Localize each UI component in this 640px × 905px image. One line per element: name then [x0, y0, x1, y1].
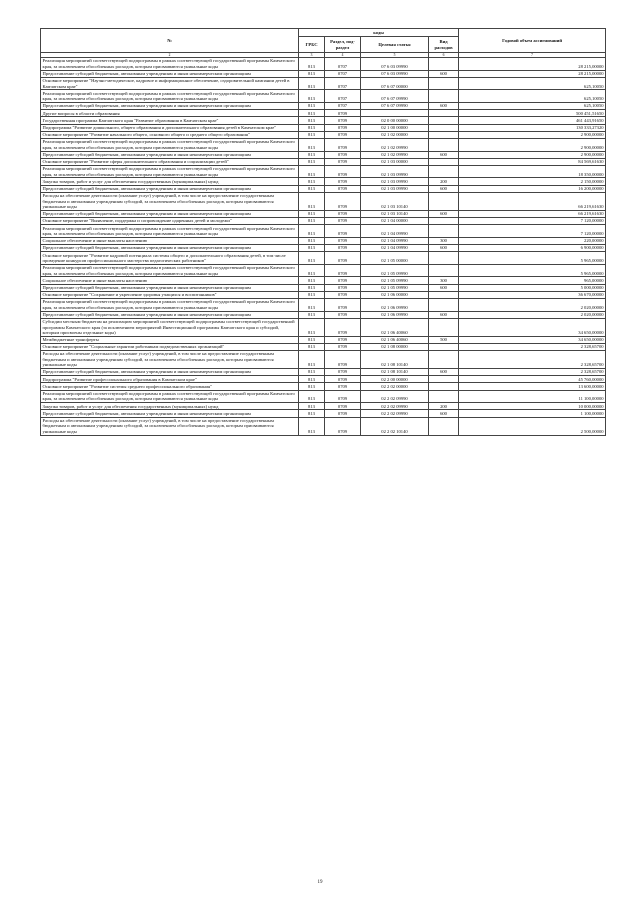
row-target: 02 1 04 00000	[361, 218, 429, 225]
row-grbs: 813	[299, 138, 325, 151]
colnum-7: 7	[459, 53, 606, 58]
row-target: 02 1 05 09990	[361, 264, 429, 277]
row-exp-type: 600	[429, 284, 459, 291]
table-row	[41, 343, 606, 350]
table-row	[41, 165, 606, 178]
row-section: 0707	[325, 90, 361, 103]
row-name: Основное мероприятие "Социальные гарантии работникам подведомственных организаций"	[41, 343, 299, 350]
row-section: 0709	[325, 311, 361, 318]
table-row	[41, 403, 606, 410]
row-target: 02 1 08 10140	[361, 351, 429, 369]
row-grbs: 813	[299, 77, 325, 90]
table-row	[41, 291, 606, 298]
row-exp-type	[429, 291, 459, 298]
row-sum: 36 670,00000	[459, 291, 606, 298]
row-target: 02 1 08 10140	[361, 369, 429, 376]
row-exp-type	[429, 417, 459, 435]
row-grbs: 813	[299, 298, 325, 311]
row-sum: 625,10050	[459, 102, 606, 109]
row-grbs: 813	[299, 90, 325, 103]
row-grbs: 813	[299, 70, 325, 77]
table-row	[41, 58, 606, 71]
row-sum: 2 900,00000	[459, 138, 606, 151]
row-grbs: 813	[299, 351, 325, 369]
row-target: 02 2 02 09990	[361, 403, 429, 410]
row-section: 0709	[325, 138, 361, 151]
row-sum: 7 120,00000	[459, 218, 606, 225]
row-target: 02 1 08 00000	[361, 343, 429, 350]
row-name: Реализация мероприятий соответствующей подпрограммы в рамках соответствующей государственной программы Камчатского края, за исключением обособленных расходов, которым присваиваются уникальные коды	[41, 225, 299, 238]
row-section: 0709	[325, 252, 361, 265]
row-section: 0709	[325, 131, 361, 138]
row-exp-type	[429, 131, 459, 138]
row-sum: 5 965,00000	[459, 264, 606, 277]
row-target: 02 1 03 09990	[361, 165, 429, 178]
row-exp-type: 200	[429, 403, 459, 410]
row-section: 0709	[325, 210, 361, 217]
table-row	[41, 318, 606, 336]
row-target: 07 6 07 00000	[361, 77, 429, 90]
row-sum: 11 100,00000	[459, 390, 606, 403]
row-sum: 2 150,00000	[459, 178, 606, 185]
row-name: Предоставление субсидий бюджетным, автономным учреждениям и иным некоммерческим организациям	[41, 102, 299, 109]
row-exp-type	[429, 110, 459, 117]
table-row	[41, 117, 606, 124]
row-sum: 66 219,61630	[459, 210, 606, 217]
row-target: 02 1 02 09990	[361, 138, 429, 151]
table-row	[41, 218, 606, 225]
table-row	[41, 369, 606, 376]
row-sum: 461 443,91650	[459, 117, 606, 124]
row-name: Реализация мероприятий соответствующей подпрограммы в рамках соответствующей государственной программы Камчатского края, за исключением обособленных расходов, которым присваиваются уникальные коды	[41, 264, 299, 277]
row-grbs: 813	[299, 210, 325, 217]
table-row	[41, 185, 606, 192]
row-exp-type: 600	[429, 70, 459, 77]
row-name: Предоставление субсидий бюджетным, автономным учреждениям и иным некоммерческим организациям	[41, 70, 299, 77]
table-row	[41, 383, 606, 390]
row-section: 0709	[325, 264, 361, 277]
table-row	[41, 90, 606, 103]
table-row	[41, 110, 606, 117]
row-sum: 130 333,27320	[459, 124, 606, 131]
row-section: 0709	[325, 158, 361, 165]
row-exp-type	[429, 351, 459, 369]
row-sum: 66 219,61630	[459, 192, 606, 210]
row-name: Реализация мероприятий соответствующей подпрограммы в рамках соответствующей государственной программы Камчатского края, за исключением обособленных расходов, которым присваиваются уникальные коды	[41, 90, 299, 103]
row-name: Другие вопросы в области образования	[41, 110, 299, 117]
row-sum: 2 900,00000	[459, 131, 606, 138]
colnum-4: 4	[325, 53, 361, 58]
row-sum: 13 600,00000	[459, 383, 606, 390]
row-exp-type: 200	[429, 178, 459, 185]
row-exp-type: 600	[429, 102, 459, 109]
row-grbs: 813	[299, 185, 325, 192]
row-target: 07 6 03 09990	[361, 70, 429, 77]
colnum-3: 3	[299, 53, 325, 58]
row-grbs: 813	[299, 110, 325, 117]
row-exp-type	[429, 390, 459, 403]
row-section: 0709	[325, 237, 361, 244]
row-grbs: 813	[299, 218, 325, 225]
header-codes: коды	[299, 29, 459, 37]
row-section: 0709	[325, 218, 361, 225]
row-section: 0709	[325, 245, 361, 252]
row-grbs: 813	[299, 58, 325, 71]
row-section: 0709	[325, 383, 361, 390]
table-row	[41, 138, 606, 151]
table-row	[41, 417, 606, 435]
row-sum: 2 020,00000	[459, 311, 606, 318]
row-sum: 16 200,00000	[459, 185, 606, 192]
colnum-2: 2	[41, 53, 299, 58]
table-row	[41, 298, 606, 311]
row-section: 0709	[325, 124, 361, 131]
row-section: 0709	[325, 178, 361, 185]
row-name: Основное мероприятие "Развитие начального общего, основного общего и среднего общего образования"	[41, 131, 299, 138]
header-section: Раздел, под-раздел	[325, 37, 361, 53]
row-section: 0709	[325, 225, 361, 238]
row-exp-type	[429, 158, 459, 165]
row-grbs: 813	[299, 417, 325, 435]
row-name: Реализация мероприятий соответствующей подпрограммы в рамках соответствующей государственной программы Камчатского края, за исключением обособленных расходов, которым присваиваются уникальные коды	[41, 390, 299, 403]
row-name: Основное мероприятие "Выявление, поддержка и сопровождение одаренных детей и молодежи"	[41, 218, 299, 225]
table-row	[41, 336, 606, 343]
table-row	[41, 158, 606, 165]
row-target: 07 6 07 09990	[361, 102, 429, 109]
table-row	[41, 124, 606, 131]
row-target: 02 2 00 00000	[361, 376, 429, 383]
row-grbs: 813	[299, 252, 325, 265]
row-name: Предоставление субсидий бюджетным, автономным учреждениям и иным некоммерческим организациям	[41, 369, 299, 376]
row-grbs: 813	[299, 403, 325, 410]
table-row	[41, 237, 606, 244]
row-exp-type: 300	[429, 237, 459, 244]
row-target: 02 1 02 00000	[361, 131, 429, 138]
table-row	[41, 178, 606, 185]
row-grbs: 813	[299, 178, 325, 185]
row-sum: 1 100,00000	[459, 410, 606, 417]
table-row	[41, 351, 606, 369]
row-grbs: 813	[299, 264, 325, 277]
row-section: 0709	[325, 151, 361, 158]
row-exp-type	[429, 318, 459, 336]
row-name: Социальное обеспечение и иные выплаты населению	[41, 237, 299, 244]
row-name: Предоставление субсидий бюджетным, автономным учреждениям и иным некоммерческим организациям	[41, 311, 299, 318]
header-number: №	[41, 29, 299, 53]
row-exp-type: 600	[429, 311, 459, 318]
row-sum: 34 650,00000	[459, 318, 606, 336]
row-grbs: 813	[299, 383, 325, 390]
row-sum: 34 650,00000	[459, 336, 606, 343]
row-exp-type	[429, 165, 459, 178]
table-row	[41, 252, 606, 265]
row-name: Подпрограмма "Развитие профессионального образования в Камчатском крае"	[41, 376, 299, 383]
row-name: Основное мероприятие "Сохранение и укрепление здоровья учащихся и воспитанников"	[41, 291, 299, 298]
row-exp-type: 500	[429, 336, 459, 343]
row-grbs: 813	[299, 131, 325, 138]
row-exp-type: 600	[429, 245, 459, 252]
row-exp-type	[429, 218, 459, 225]
row-section: 0709	[325, 298, 361, 311]
row-name: Реализация мероприятий соответствующей подпрограммы в рамках соответствующей государственной программы Камчатского края, за исключением обособленных расходов, которым присваиваются уникальные коды	[41, 165, 299, 178]
row-exp-type	[429, 90, 459, 103]
row-sum: 28 215,00000	[459, 58, 606, 71]
table-row	[41, 102, 606, 109]
row-sum: 7 120,00000	[459, 225, 606, 238]
row-section: 0709	[325, 291, 361, 298]
row-section: 0709	[325, 284, 361, 291]
row-exp-type: 600	[429, 210, 459, 217]
row-sum: 965,00000	[459, 277, 606, 284]
row-sum: 6 900,00000	[459, 245, 606, 252]
row-exp-type: 600	[429, 151, 459, 158]
row-grbs: 813	[299, 158, 325, 165]
row-target	[361, 110, 429, 117]
row-target: 07 6 03 09990	[361, 58, 429, 71]
row-exp-type	[429, 383, 459, 390]
page-number: 19	[317, 880, 323, 885]
row-section: 0709	[325, 403, 361, 410]
row-target: 02 1 04 09990	[361, 237, 429, 244]
document-page	[40, 28, 605, 436]
row-name: Основное мероприятие "Научно-методическое, кадровое и информационное обеспечение, оздоровительной кампании детей в Камчатском крае"	[41, 77, 299, 90]
row-target: 02 1 00 00000	[361, 124, 429, 131]
row-exp-type	[429, 376, 459, 383]
row-name: Реализация мероприятий соответствующей подпрограммы в рамках соответствующей государственной программы Камчатского края, за исключением обособленных расходов, которым присваиваются уникальные коды	[41, 58, 299, 71]
table-row	[41, 284, 606, 291]
row-exp-type	[429, 77, 459, 90]
row-section: 0709	[325, 185, 361, 192]
row-sum: 500 451,51650	[459, 110, 606, 117]
row-target: 02 1 06 09990	[361, 298, 429, 311]
row-grbs: 813	[299, 151, 325, 158]
row-name: Социальное обеспечение и иные выплаты населению	[41, 277, 299, 284]
row-target: 02 0 00 00000	[361, 117, 429, 124]
row-grbs: 813	[299, 225, 325, 238]
table-row	[41, 70, 606, 77]
row-target: 02 1 06 09990	[361, 311, 429, 318]
row-name: Расходы на обеспечение деятельности (оказание услуг) учреждений, в том числе на предоставление государственным бюджетным и автономным учреждениям субсидий, за исключением обособленных расходов, которым присваиваются уникальные коды	[41, 192, 299, 210]
row-section: 0709	[325, 410, 361, 417]
row-section: 0709	[325, 318, 361, 336]
header-exp-type: Вид расходов	[429, 37, 459, 53]
row-target: 02 1 03 10140	[361, 192, 429, 210]
row-section: 0707	[325, 102, 361, 109]
row-section: 0709	[325, 336, 361, 343]
colnum-5: 5	[361, 53, 429, 58]
row-name: Субсидии местным бюджетам на реализацию мероприятий соответствующей подпрограммы соответствующей государственной программы Камчатского края (за исключением мероприятий Инвестиционной программы Камчатского края и субсидий, которым присвоены отдельные коды)	[41, 318, 299, 336]
row-target: 02 2 02 09990	[361, 410, 429, 417]
row-sum: 2 020,00000	[459, 298, 606, 311]
row-name: Основное мероприятие "Развитие кадровой потенциала системы общего и дополнительного образования детей, в том числе проведение конкурсов профессионального мастерства педагогических работников"	[41, 252, 299, 265]
row-grbs: 813	[299, 284, 325, 291]
row-name: Расходы на обеспечение деятельности (оказание услуг) учреждений, в том числе на предоставление государственным бюджетным и автономным учреждениям субсидий, за исключением обособленных расходов, которым присваиваются уникальные коды	[41, 417, 299, 435]
row-grbs: 813	[299, 390, 325, 403]
row-grbs: 813	[299, 277, 325, 284]
row-target: 02 2 02 09990	[361, 390, 429, 403]
row-exp-type: 600	[429, 185, 459, 192]
row-sum: 2 328,65700	[459, 369, 606, 376]
row-name: Предоставление субсидий бюджетным, автономным учреждениям и иным некоммерческим организациям	[41, 284, 299, 291]
table-row	[41, 210, 606, 217]
colnum-6: 6	[429, 53, 459, 58]
row-exp-type	[429, 192, 459, 210]
budget-table	[40, 28, 606, 436]
row-exp-type	[429, 124, 459, 131]
table-row	[41, 264, 606, 277]
row-name: Предоставление субсидий бюджетным, автономным учреждениям и иным некоммерческим организациям	[41, 210, 299, 217]
row-target: 02 1 03 09990	[361, 178, 429, 185]
row-exp-type	[429, 58, 459, 71]
row-target: 02 1 04 09990	[361, 245, 429, 252]
table-row	[41, 131, 606, 138]
row-sum: 625,10050	[459, 90, 606, 103]
row-target: 02 2 02 10140	[361, 417, 429, 435]
row-target: 02 1 03 00000	[361, 158, 429, 165]
row-grbs: 813	[299, 102, 325, 109]
row-grbs: 813	[299, 311, 325, 318]
row-name: Предоставление субсидий бюджетным, автономным учреждениям и иным некоммерческим организациям	[41, 151, 299, 158]
table-row	[41, 311, 606, 318]
row-section: 0709	[325, 192, 361, 210]
row-sum: 18 350,00000	[459, 165, 606, 178]
row-grbs: 813	[299, 410, 325, 417]
table-row	[41, 77, 606, 90]
row-target: 02 1 06 00000	[361, 291, 429, 298]
row-grbs: 813	[299, 245, 325, 252]
row-name: Реализация мероприятий соответствующей подпрограммы в рамках соответствующей государственной программы Камчатского края, за исключением обособленных расходов, которым присваиваются уникальные коды	[41, 138, 299, 151]
row-grbs: 813	[299, 117, 325, 124]
row-sum: 84 569,61630	[459, 158, 606, 165]
row-grbs: 813	[299, 237, 325, 244]
row-section: 0709	[325, 343, 361, 350]
row-target: 02 2 02 00000	[361, 383, 429, 390]
header-annual: Годовой объем ассигнований	[459, 29, 606, 53]
row-exp-type: 300	[429, 277, 459, 284]
row-section: 0709	[325, 351, 361, 369]
row-exp-type	[429, 252, 459, 265]
row-sum: 10 000,00000	[459, 403, 606, 410]
row-name: Предоставление субсидий бюджетным, автономным учреждениям и иным некоммерческим организациям	[41, 410, 299, 417]
row-section: 0709	[325, 417, 361, 435]
row-grbs: 813	[299, 124, 325, 131]
row-grbs: 813	[299, 343, 325, 350]
row-sum: 45 760,00000	[459, 376, 606, 383]
row-section: 0709	[325, 110, 361, 117]
table-row	[41, 277, 606, 284]
table-row	[41, 151, 606, 158]
row-sum: 625,10050	[459, 77, 606, 90]
row-exp-type: 600	[429, 410, 459, 417]
row-name: Закупка товаров, работ и услуг для обеспечения государственных (муниципальных) нужд	[41, 403, 299, 410]
row-grbs: 813	[299, 318, 325, 336]
row-exp-type: 600	[429, 369, 459, 376]
row-section: 0709	[325, 390, 361, 403]
row-sum: 220,00000	[459, 237, 606, 244]
row-section: 0709	[325, 369, 361, 376]
row-sum: 2 328,65700	[459, 351, 606, 369]
row-grbs: 813	[299, 165, 325, 178]
row-target: 02 1 05 09990	[361, 284, 429, 291]
header-target: Целевая статья	[361, 37, 429, 53]
row-grbs: 813	[299, 369, 325, 376]
row-grbs: 813	[299, 376, 325, 383]
row-target: 02 1 03 09990	[361, 185, 429, 192]
row-section: 0709	[325, 117, 361, 124]
row-exp-type	[429, 225, 459, 238]
header-grbs: ГРБС	[299, 37, 325, 53]
row-section: 0709	[325, 376, 361, 383]
row-name: Государственная программа Камчатского края "Развитие образования в Камчатском крае"	[41, 117, 299, 124]
row-section: 0707	[325, 58, 361, 71]
row-section: 0707	[325, 70, 361, 77]
row-name: Межбюджетные трансферты	[41, 336, 299, 343]
row-grbs: 813	[299, 192, 325, 210]
row-target: 07 6 07 09990	[361, 90, 429, 103]
row-target: 02 1 04 09990	[361, 225, 429, 238]
row-name: Закупка товаров, работ и услуг для обеспечения государственных (муниципальных) нужд	[41, 178, 299, 185]
row-sum: 2 328,65700	[459, 343, 606, 350]
row-grbs: 813	[299, 291, 325, 298]
row-name: Основное мероприятие "Развитие сферы дополнительного образования и социализации детей"	[41, 158, 299, 165]
row-exp-type	[429, 138, 459, 151]
table-row	[41, 390, 606, 403]
table-row	[41, 192, 606, 210]
row-target: 02 1 05 00000	[361, 252, 429, 265]
row-sum: 5 965,00000	[459, 252, 606, 265]
row-section: 0709	[325, 165, 361, 178]
row-name: Предоставление субсидий бюджетным, автономным учреждениям и иным некоммерческим организациям	[41, 245, 299, 252]
table-row	[41, 376, 606, 383]
row-target: 02 1 06 40060	[361, 336, 429, 343]
row-name: Реализация мероприятий соответствующей подпрограммы в рамках соответствующей государственной программы Камчатского края, за исключением обособленных расходов, которым присваиваются уникальные коды	[41, 298, 299, 311]
row-target: 02 1 06 40060	[361, 318, 429, 336]
row-name: Основное мероприятие "Развитие системы среднего профессионального образования"	[41, 383, 299, 390]
row-name: Расходы на обеспечение деятельности (оказание услуг) учреждений, в том числе на предоставление государственным бюджетным и автономным учреждениям субсидий, за исключением обособленных расходов, которым присваиваются уникальные коды	[41, 351, 299, 369]
row-exp-type	[429, 264, 459, 277]
row-section: 0707	[325, 77, 361, 90]
row-target: 02 1 05 09990	[361, 277, 429, 284]
row-section: 0709	[325, 277, 361, 284]
row-sum: 2 900,00000	[459, 151, 606, 158]
row-target: 02 1 02 09990	[361, 151, 429, 158]
table-row	[41, 245, 606, 252]
row-target: 02 1 03 10140	[361, 210, 429, 217]
table-row	[41, 410, 606, 417]
row-name: Подпрограмма "Развитие дошкольного, общего образования и дополнительного образования детей в Камчатском крае"	[41, 124, 299, 131]
row-name: Предоставление субсидий бюджетным, автономным учреждениям и иным некоммерческим организациям	[41, 185, 299, 192]
row-sum: 5 000,00000	[459, 284, 606, 291]
row-exp-type	[429, 298, 459, 311]
table-row	[41, 225, 606, 238]
row-sum: 2 500,00000	[459, 417, 606, 435]
row-grbs: 813	[299, 336, 325, 343]
row-exp-type	[429, 117, 459, 124]
row-exp-type	[429, 343, 459, 350]
row-sum: 28 215,00000	[459, 70, 606, 77]
